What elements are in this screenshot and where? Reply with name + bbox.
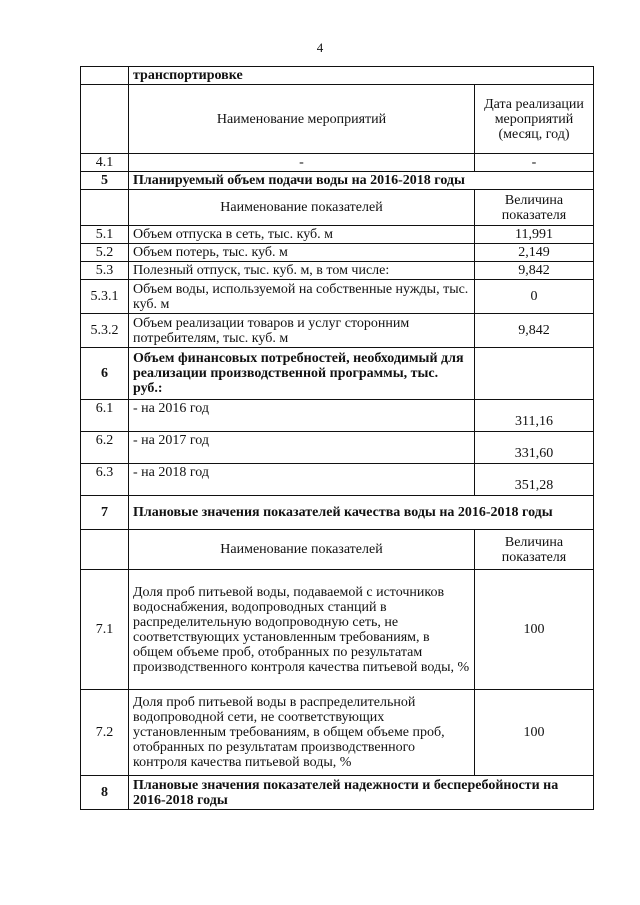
table-row xyxy=(81,67,594,85)
row-name: - на 2016 год xyxy=(129,400,475,432)
section-number: 5 xyxy=(81,172,129,190)
section-number: 8 xyxy=(81,776,129,810)
table-row xyxy=(81,464,594,496)
row-name: Доля проб питьевой воды, подаваемой с источников водоснабжения, водопроводных станций в распределительную водопроводную сеть, не соответствующих установленным требованиям, в общем объеме проб, отобранных по результатам производственного контроля качества питьевой воды, % xyxy=(129,570,475,690)
column-header-name: Наименование показателей xyxy=(129,530,475,570)
row-value: 100 xyxy=(475,690,594,776)
section-number: 6 xyxy=(81,348,129,400)
table-header-row xyxy=(81,190,594,226)
section-row xyxy=(81,496,594,530)
table-row xyxy=(81,226,594,244)
num-cell xyxy=(81,530,129,570)
section-row xyxy=(81,776,594,810)
row-number: 6.3 xyxy=(81,464,129,496)
table-row xyxy=(81,570,594,690)
program-table xyxy=(80,66,594,810)
section-number: 7 xyxy=(81,496,129,530)
num-cell xyxy=(81,67,129,85)
row-name: Доля проб питьевой воды в распределительной водопроводной сети, не соответствующих установленным требованиям, в общем объеме проб, отобранных по результатам производственного контроля качества питьевой воды, % xyxy=(129,690,475,776)
row-number: 5.1 xyxy=(81,226,129,244)
row-name: Объем реализации товаров и услуг сторонним потребителям, тыс. куб. м xyxy=(129,314,475,348)
row-number: 5.2 xyxy=(81,244,129,262)
table-row xyxy=(81,690,594,776)
section-title: Планируемый объем подачи воды на 2016-2018 годы xyxy=(129,172,594,190)
row-number: 6.1 xyxy=(81,400,129,432)
row-number: 5.3 xyxy=(81,262,129,280)
num-cell xyxy=(81,85,129,154)
row-number: 7.2 xyxy=(81,690,129,776)
row-value: 351,28 xyxy=(475,464,594,496)
row-value: 9,842 xyxy=(475,262,594,280)
row-name: - xyxy=(129,154,475,172)
value-cell xyxy=(475,348,594,400)
table-header-row xyxy=(81,530,594,570)
table-row xyxy=(81,314,594,348)
row-value: 311,16 xyxy=(475,400,594,432)
row-value: 0 xyxy=(475,280,594,314)
page-number: 4 xyxy=(316,40,324,55)
row-name: Полезный отпуск, тыс. куб. м, в том числе: xyxy=(129,262,475,280)
table-row xyxy=(81,400,594,432)
row-number: 7.1 xyxy=(81,570,129,690)
table-row xyxy=(81,280,594,314)
section-title: Плановые значения показателей качества воды на 2016-2018 годы xyxy=(129,496,594,530)
column-header-name: Наименование показателей xyxy=(129,190,475,226)
row-value: - xyxy=(475,154,594,172)
row-value: 100 xyxy=(475,570,594,690)
row-value: 9,842 xyxy=(475,314,594,348)
row-number: 4.1 xyxy=(81,154,129,172)
table-row xyxy=(81,154,594,172)
row-value: 2,149 xyxy=(475,244,594,262)
row-name: Объем воды, используемой на собственные нужды, тыс. куб. м xyxy=(129,280,475,314)
table-header-row xyxy=(81,85,594,154)
row-value: 331,60 xyxy=(475,432,594,464)
column-header-date: Дата реализации мероприятий (месяц, год) xyxy=(475,85,594,154)
row-number: 6.2 xyxy=(81,432,129,464)
section-row xyxy=(81,348,594,400)
table-row xyxy=(81,262,594,280)
table-row xyxy=(81,432,594,464)
num-cell xyxy=(81,190,129,226)
row-name: Объем отпуска в сеть, тыс. куб. м xyxy=(129,226,475,244)
table-row xyxy=(81,244,594,262)
column-header-value: Величина показателя xyxy=(475,190,594,226)
column-header-value: Величина показателя xyxy=(475,530,594,570)
column-header-name: Наименование мероприятий xyxy=(129,85,475,154)
row-value: 11,991 xyxy=(475,226,594,244)
section-row xyxy=(81,172,594,190)
row-name: - на 2018 год xyxy=(129,464,475,496)
row-number: 5.3.1 xyxy=(81,280,129,314)
section-title: Объем финансовых потребностей, необходимый для реализации производственной программы, тыс. руб.: xyxy=(129,348,475,400)
section-title: транспортировке xyxy=(129,67,594,85)
row-name: Объем потерь, тыс. куб. м xyxy=(129,244,475,262)
row-name: - на 2017 год xyxy=(129,432,475,464)
section-title: Плановые значения показателей надежности и бесперебойности на 2016-2018 годы xyxy=(129,776,594,810)
row-number: 5.3.2 xyxy=(81,314,129,348)
